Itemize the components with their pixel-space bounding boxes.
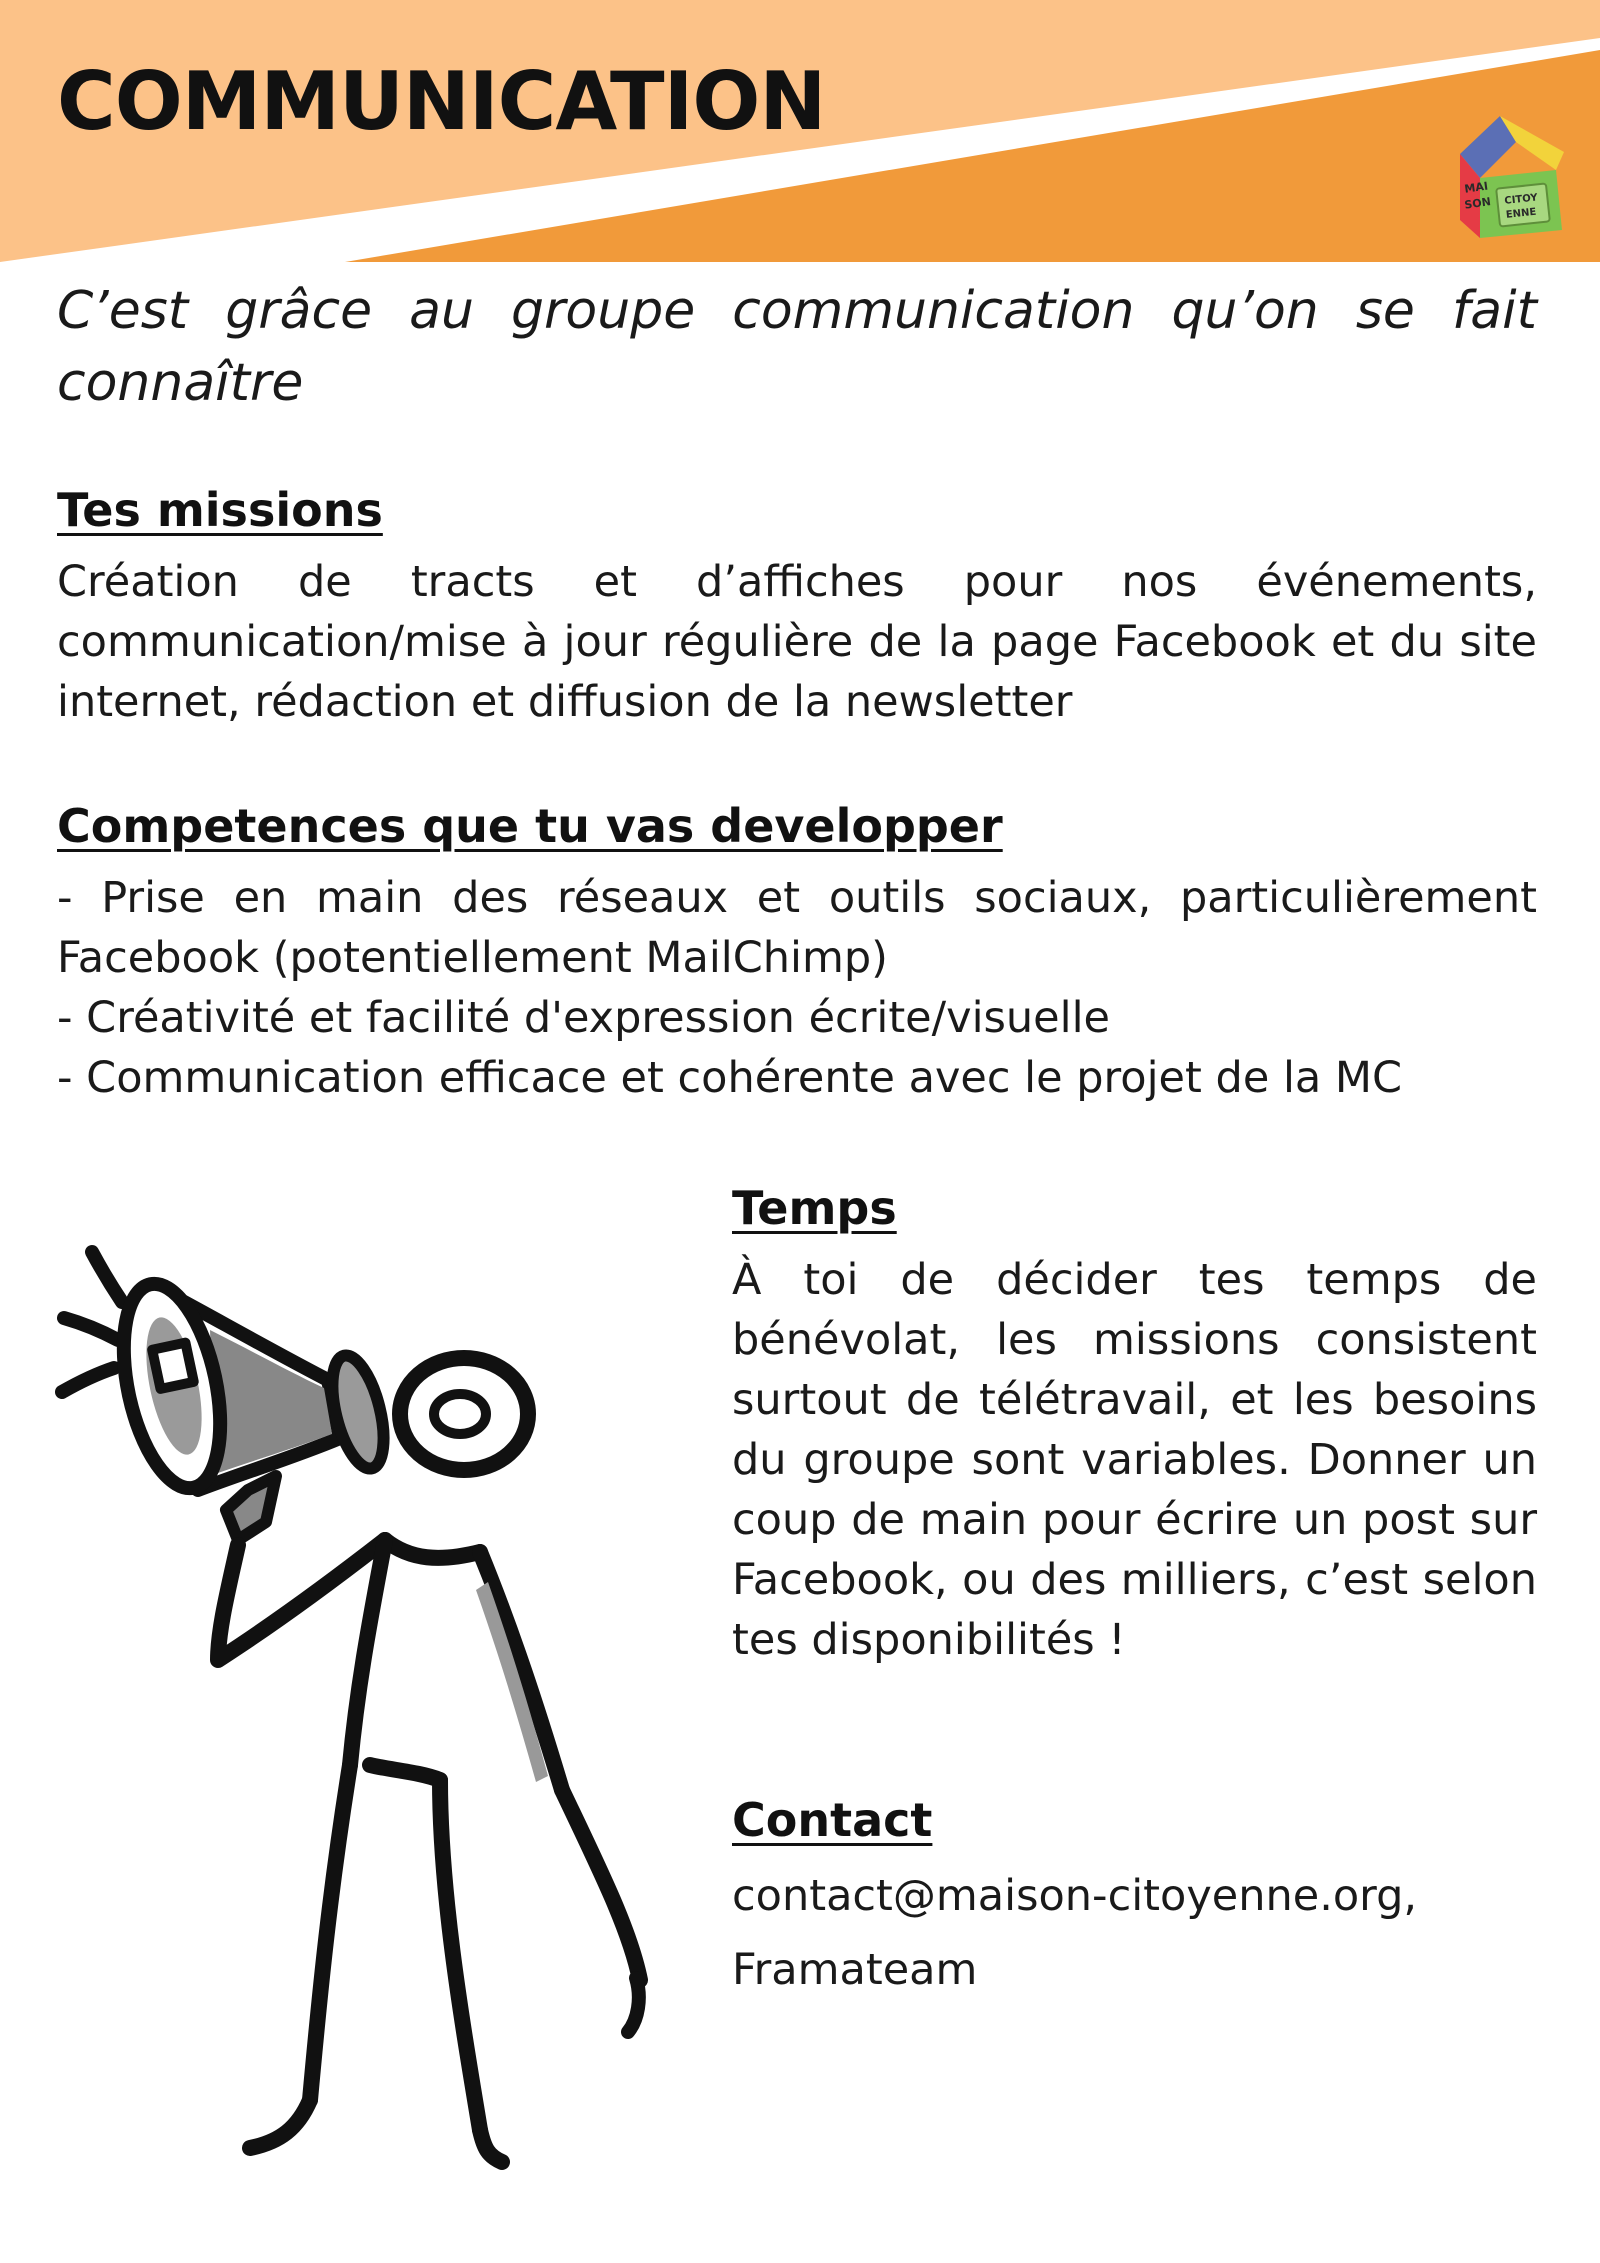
logo-text-left: MAI — [1463, 179, 1489, 196]
left-foot — [250, 2100, 310, 2148]
competence-item: - Communication efficace et cohérente avec le projet de la MC — [57, 1053, 1403, 1103]
right-hand — [628, 1978, 639, 2032]
left-leg — [310, 1765, 350, 2100]
contact-heading: Contact — [732, 1793, 933, 1847]
logo-text-right-2: ENNE — [1505, 206, 1537, 221]
competences-list — [57, 868, 1537, 1108]
right-foot — [480, 2130, 502, 2162]
tagline: C’est grâce au groupe communication qu’on se fait connaître — [57, 281, 1537, 413]
sound-line — [92, 1252, 122, 1302]
temps-text: À toi de décider tes temps de bénévolat, les missions consistent surtout de télétravail, et les besoins du groupe sont variables. Donner un coup de main pour écrire un post sur Facebook, ou des milliers, c’est selon tes disponibilités ! — [732, 1255, 1537, 1665]
missions-heading: Tes missions — [57, 483, 383, 537]
sound-line — [64, 1318, 118, 1340]
missions-text: Création de tracts et d’affiches pour nos événements, communication/mise à jour régulière de la page Facebook et du site internet, rédaction et diffusion de la newsletter — [57, 557, 1537, 727]
torso-shade — [476, 1582, 548, 1782]
maison-citoyenne-logo — [1456, 112, 1568, 244]
torso-left — [385, 1540, 480, 1558]
contact-tool: Framateam — [732, 1945, 978, 1995]
page-title: COMMUNICATION — [57, 55, 826, 148]
right-leg — [440, 1780, 480, 2130]
crotch — [370, 1765, 440, 1780]
megaphone-back — [323, 1350, 394, 1473]
contact-email: contact@maison-citoyenne.org, — [732, 1871, 1418, 1921]
torso-front — [350, 1540, 385, 1765]
temps-heading: Temps — [732, 1181, 897, 1235]
competence-item: - Créativité et facilité d'expression écrite/visuelle — [57, 993, 1110, 1043]
logo-text-left-2: SON — [1463, 195, 1492, 212]
logo-text-right: CITOY — [1503, 192, 1539, 207]
torso-back — [480, 1552, 562, 1790]
head-highlight — [434, 1394, 486, 1434]
megaphone-mouth — [152, 1343, 194, 1389]
megaphone-person-icon — [40, 1190, 680, 2190]
competences-heading: Competences que tu vas developper — [57, 799, 1003, 853]
sound-line — [62, 1368, 114, 1392]
megaphone-handle — [226, 1476, 276, 1540]
right-arm — [562, 1790, 640, 1980]
competence-item: - Prise en main des réseaux et outils sociaux, particulièrement Facebook (potentiellement MailChimp) — [57, 873, 1537, 983]
